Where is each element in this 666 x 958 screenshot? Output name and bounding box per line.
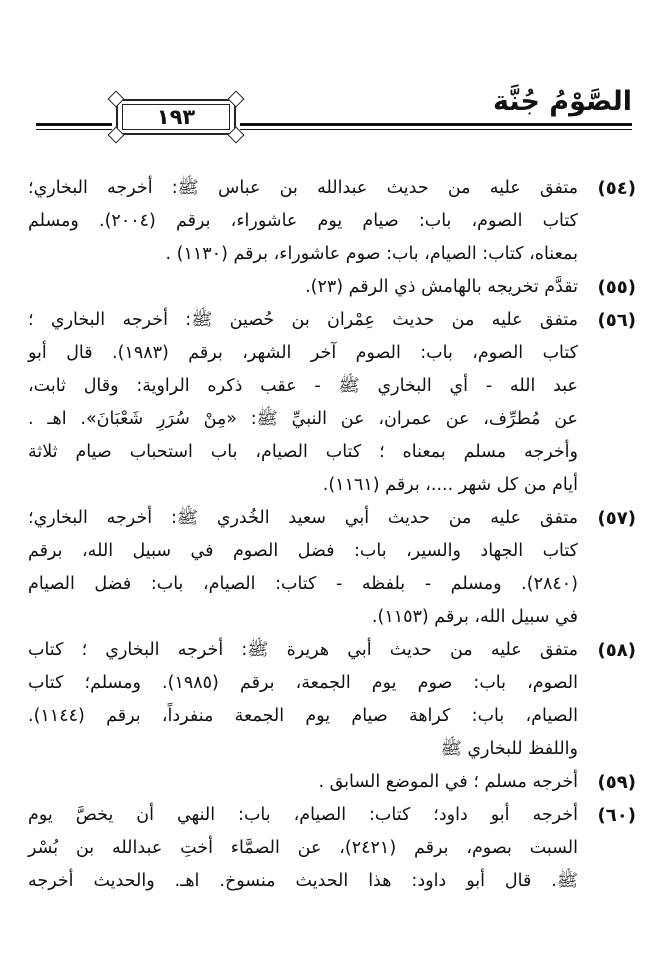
footnote-line: السبت بصوم، برقم (٢٤٢١)، عن الصمَّاء أختِ عبدالله بن بُسْر — [28, 838, 578, 858]
footnote — [28, 799, 636, 898]
footnote — [28, 766, 636, 799]
footnote-line: أيام من كل شهر ....، برقم (١١٦١). — [322, 475, 578, 495]
page-number: ١٩٣ — [156, 105, 196, 129]
footnote-line: ﷺ. قال أبو داود: هذا الحديث منسوخ. اهـ. والحديث أخرجه — [28, 871, 578, 891]
footnote — [28, 304, 636, 502]
running-title: الصَّوْمُ جُنَّة — [493, 86, 632, 117]
footnote-line: الصيام، باب: كراهة صيام يوم الجمعة منفرداً، برقم (١١٤٤). — [28, 706, 578, 726]
page-number-frame — [116, 99, 236, 135]
footnote-line: أخرجه مسلم ؛ في الموضع السابق . — [318, 772, 578, 792]
header-rule-thin — [240, 129, 632, 130]
footnote-line: متفق عليه من حديث عبدالله بن عباس ﷺ: أخرجه البخاري؛ — [28, 178, 578, 198]
footnote-line: متفق عليه من حديث أبي هريرة ﷺ: أخرجه البخاري ؛ كتاب — [28, 640, 578, 660]
footnote-line: في سبيل الله، برقم (١١٥٣). — [371, 607, 578, 627]
footnote-line: وأخرجه مسلم بمعناه ؛ كتاب الصيام، باب استحباب صيام ثلاثة — [28, 442, 578, 462]
footnote-line: عن مُطرِّف، عن عمران، عن النبيِّ ﷺ: «مِنْ سُرَرِ شَعْبَانَ». اهـ . — [28, 409, 578, 429]
footnote — [28, 634, 636, 766]
page-header — [36, 82, 632, 146]
footnotes-list — [28, 172, 636, 898]
footnote-line: كتاب الصوم، باب: صيام يوم عاشوراء، برقم (٢٠٠٤). ومسلم — [28, 211, 578, 231]
footnote — [28, 502, 636, 634]
footnote-line: متفق عليه من حديث أبي سعيد الخُدري ﷺ: أخرجه البخاري؛ — [28, 508, 578, 528]
footnote — [28, 172, 636, 271]
footnote-number: (٥٥) — [597, 277, 636, 298]
footnote-line: (٢٨٤٠). ومسلم - بلفظه - كتاب: الصيام، باب: فضل الصيام — [28, 574, 578, 594]
footnote-text — [28, 271, 578, 304]
footnote-line: أخرجه أبو داود؛ كتاب: الصيام، باب: النهي أن يخصَّ يوم — [28, 805, 578, 825]
footnote-text — [28, 799, 578, 898]
footnote-text — [28, 304, 578, 502]
footnote-number: (٦٠) — [597, 805, 636, 826]
footnote-number: (٥٨) — [597, 640, 636, 661]
footnote-number: (٥٩) — [597, 772, 636, 793]
footnote-line: بمعناه، كتاب: الصيام، باب: صوم عاشوراء، برقم (١١٣٠) . — [165, 244, 578, 264]
footnote-line: كتاب الصوم، باب: الصوم آخر الشهر، برقم (١٩٨٣). قال أبو — [28, 343, 578, 363]
footnote-number: (٥٧) — [597, 508, 636, 529]
footnote-line: تقدَّم تخريجه بالهامش ذي الرقم (٢٣). — [305, 277, 578, 297]
footnote-number: (٥٤) — [597, 178, 636, 199]
footnote-text — [28, 502, 578, 634]
footnote-line: عبد الله - أي البخاري ﷺ - عقب ذكره الراوية: وقال ثابت، — [28, 376, 578, 396]
footnote-text — [28, 766, 578, 799]
header-rule-left — [36, 123, 112, 126]
header-rule-left-thin — [36, 129, 112, 130]
footnote — [28, 271, 636, 304]
footnote-text — [28, 634, 578, 766]
header-rule — [240, 123, 632, 126]
footnote-line: واللفظ للبخاري ﷺ — [440, 739, 578, 759]
footnote-line: متفق عليه من حديث عِمْران بن حُصين ﷺ: أخرجه البخاري ؛ — [28, 310, 578, 330]
footnote-text — [28, 172, 578, 271]
footnote-line: الصوم، باب: صوم يوم الجمعة، برقم (١٩٨٥). ومسلم؛ كتاب — [28, 673, 578, 693]
footnote-number: (٥٦) — [597, 310, 636, 331]
footnote-line: كتاب الجهاد والسير، باب: فضل الصوم في سبيل الله، برقم — [28, 541, 578, 561]
